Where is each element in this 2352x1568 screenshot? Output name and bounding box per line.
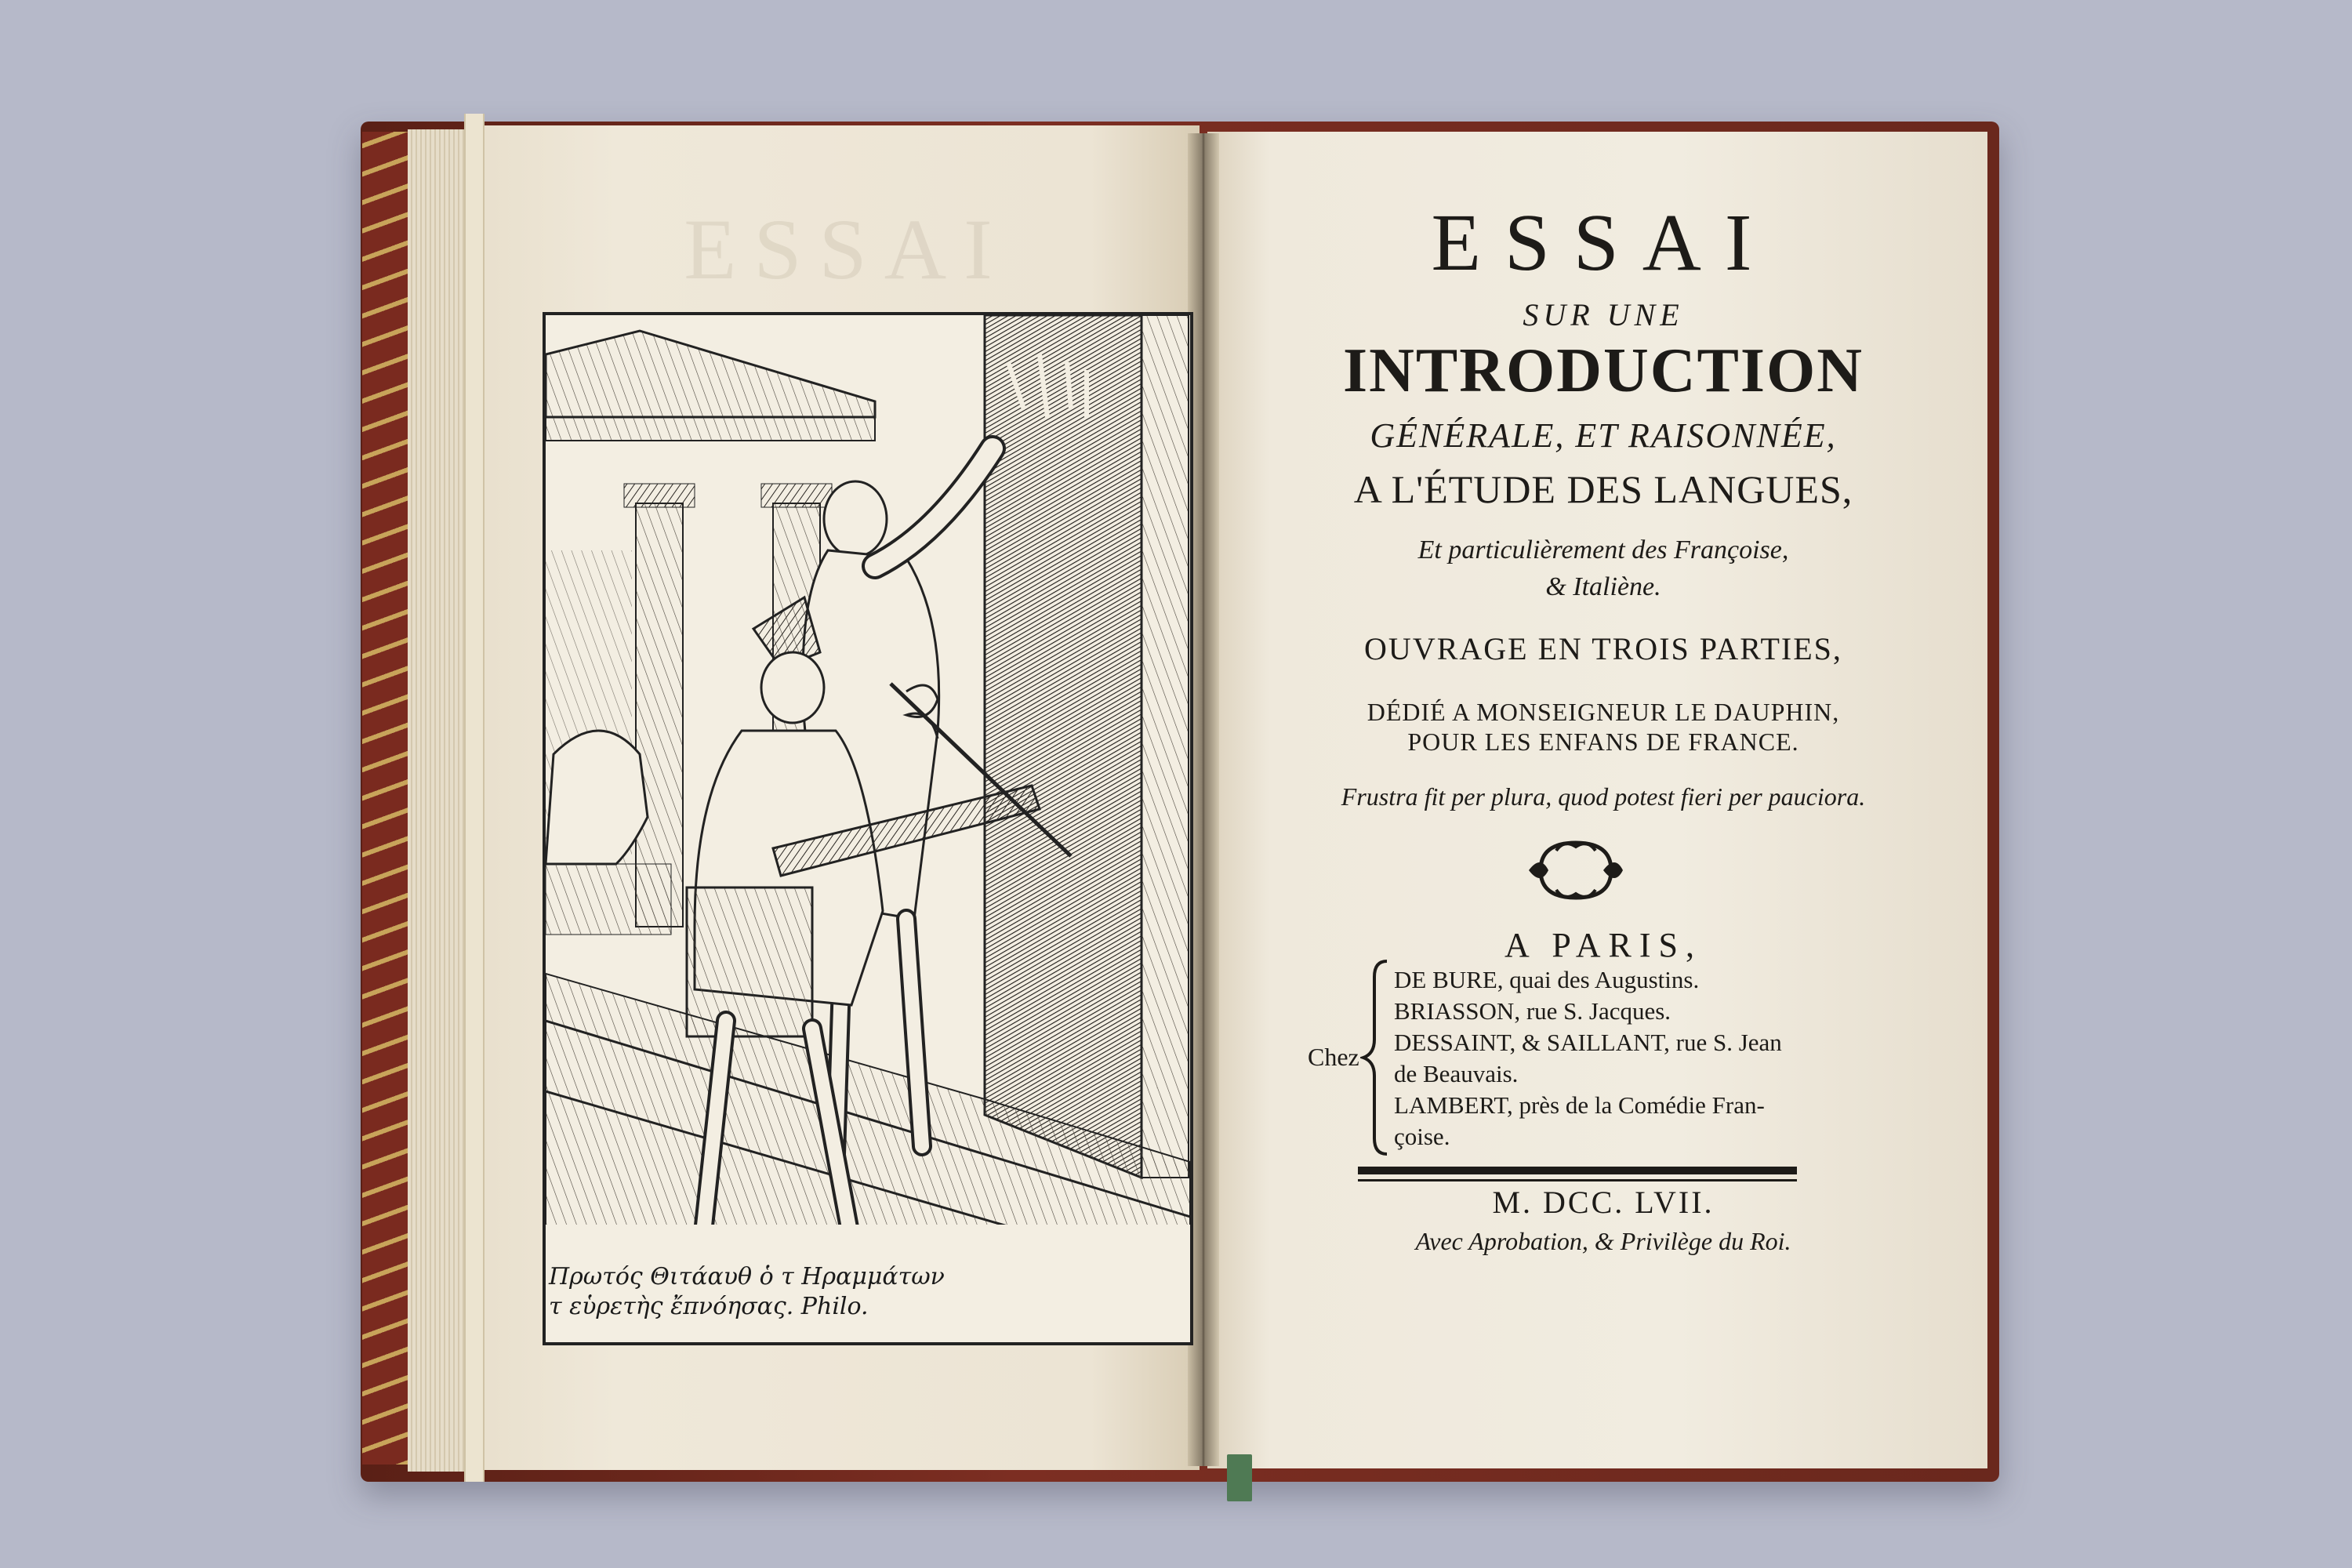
brace-icon [1360,958,1392,1158]
title-line-introduction: INTRODUCTION [1342,336,1864,405]
temple-entablature [546,417,875,441]
publisher-line: DESSAINT, & SAILLANT, rue S. Jean [1394,1029,1782,1056]
stele-side [1142,315,1189,1178]
seated-figure-head [761,652,824,723]
engraving-caption [549,1262,1184,1322]
title-line-ouvrage: OUVRAGE EN TROIS PARTIES, [1364,631,1842,666]
caption-line: Πρωτός Θιτάαυθ ὁ τ Ηραμμάτων [549,1263,945,1290]
seated-figure-kilt [687,887,812,1036]
title-line-italiene: & Italiène. [1545,572,1661,601]
rule-thin [1358,1179,1797,1181]
engraving-illustration [546,315,1190,1342]
title-line-particulierement: Et particulièrement des Françoise, [1417,535,1789,564]
imprint-chez: Chez [1308,1043,1359,1071]
publisher-line: de Beauvais. [1394,1060,1519,1087]
title-line-sur-une: SUR UNE [1523,297,1684,332]
imprint-privilege: Avec Aprobation, & Privilège du Roi. [1415,1227,1791,1255]
publisher-line: LAMBERT, près de la Comédie Fran- [1394,1091,1765,1119]
imprint-place: A PARIS, [1504,926,1703,964]
sphinx-head [546,731,648,864]
imprint-date: M. DCC. LVII. [1492,1185,1715,1220]
stele [985,315,1142,1178]
printer-ornament-icon [1525,835,1627,906]
title-line-etude: A L'ÉTUDE DES LANGUES, [1353,467,1853,511]
rule-thick [1358,1167,1797,1174]
title-line-dedie: DÉDIÉ A MONSEIGNEUR LE DAUPHIN, [1367,698,1840,726]
gilt-border [362,132,411,1465]
title-line-generale: GÉNÉRALE, ET RAISONNÉE, [1370,416,1837,455]
capital-right [761,484,832,507]
bookmark-ribbon [464,114,485,1482]
publisher-line: BRIASSON, rue S. Jacques. [1394,997,1671,1025]
green-bookmark [1227,1454,1252,1501]
book-title: ESSAI [1431,198,1776,288]
show-through-text: ESSAI [684,201,1010,297]
publisher-line: DE BURE, quai des Augustins. [1394,966,1700,993]
latin-motto: Frustra fit per plura, quod potest fieri per pauciora. [1341,782,1866,811]
caption-line: τ εὑρετὴς ἔπνόησας. Philo. [549,1293,869,1320]
sphinx-body [546,864,671,935]
standing-figure-head [824,481,887,557]
publisher-line: çoise. [1394,1123,1450,1150]
title-line-pour: POUR LES ENFANS DE FRANCE. [1407,728,1799,756]
capital-left [624,484,695,507]
column-left [636,503,683,927]
frontispiece-engraving [543,312,1193,1345]
